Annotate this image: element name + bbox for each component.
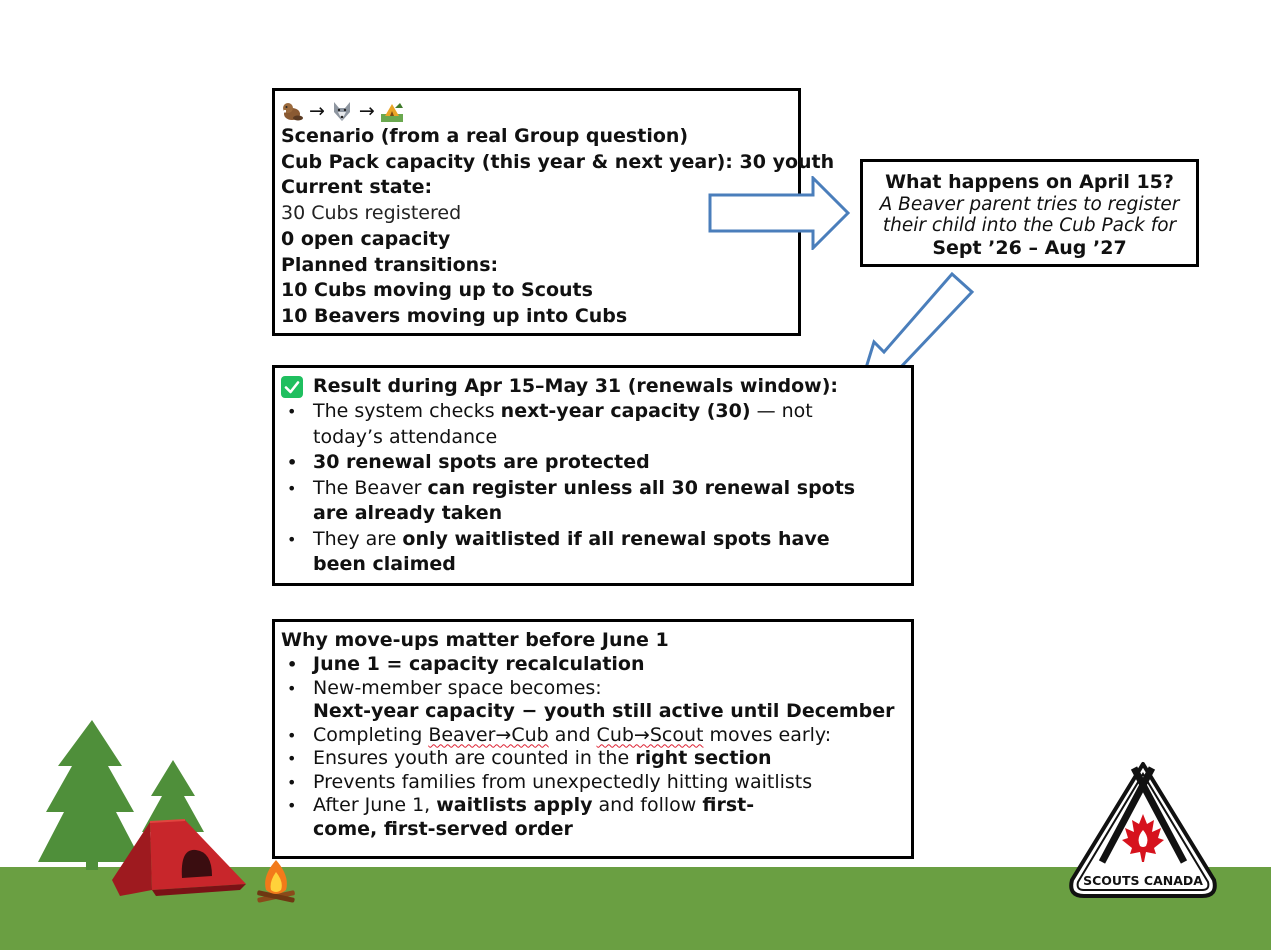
registered-text: 30 Cubs registered xyxy=(281,202,462,225)
result-box xyxy=(272,365,914,586)
camp-scenery xyxy=(0,700,320,910)
tent-icon xyxy=(112,820,246,896)
formula-text: Next-year capacity − youth still active until December xyxy=(313,700,895,722)
capacity-text: Cub Pack capacity (this year & next year): 30 youth xyxy=(281,150,835,173)
beaver-icon xyxy=(281,100,303,122)
text-span: They are xyxy=(313,527,403,550)
list-item xyxy=(281,794,813,841)
text-span: The Beaver xyxy=(313,476,428,499)
spellcheck-word: Beaver→Cub xyxy=(428,723,549,746)
camping-icon xyxy=(381,100,403,122)
list-item xyxy=(281,527,873,578)
question-box xyxy=(860,159,1199,267)
moveups-list-2 xyxy=(281,724,905,842)
bold-span: waitlists apply xyxy=(436,794,593,816)
list-item xyxy=(281,476,873,527)
moveups-heading: Why move-ups matter before June 1 xyxy=(281,629,669,651)
spellcheck-word: Cub→Scout xyxy=(596,723,704,746)
wolf-icon xyxy=(331,100,353,122)
result-heading: Result during Apr 15–May 31 (renewals window): xyxy=(313,375,838,397)
bold-span: right section xyxy=(635,747,772,769)
question-line: their child into the Cub Pack for xyxy=(882,215,1177,236)
list-item: • Prevents families from unexpectedly hitting waitlists xyxy=(281,771,905,795)
arrow-glyph: → xyxy=(358,100,375,122)
scouts-canada-logo xyxy=(1066,758,1220,906)
list-item xyxy=(281,747,905,771)
list-item: • 30 renewal spots are protected xyxy=(281,450,905,476)
text-span: — not today’s attendance xyxy=(313,400,813,448)
transitions-label: Planned transitions: xyxy=(281,253,499,276)
tall-tree-icon xyxy=(38,720,142,870)
bold-span: can register unless all 30 renewal spots are already taken xyxy=(313,476,856,524)
arrow-glyph: → xyxy=(309,100,325,122)
check-mark-icon xyxy=(281,376,303,398)
text-span: Ensures youth are counted in the xyxy=(313,747,636,769)
list-item xyxy=(281,724,905,748)
open-capacity-text: 0 open capacity xyxy=(281,227,451,250)
campfire-icon xyxy=(257,860,295,903)
right-arrow-icon xyxy=(708,176,852,250)
bold-span: only waitlisted if all renewal spots have been claimed xyxy=(313,527,830,575)
question-line: A Beaver parent tries to register xyxy=(879,194,1180,215)
bold-span: first-come, first-served order xyxy=(313,794,755,840)
text-span: and follow xyxy=(592,794,703,816)
question-dates: Sept ’26 – Aug ’27 xyxy=(932,237,1127,259)
text-span: After June 1, xyxy=(313,794,437,816)
list-item xyxy=(281,399,873,450)
logo-text: SCOUTS CANADA xyxy=(1083,873,1203,888)
text-span: and xyxy=(548,723,597,746)
list-item: • New-member space becomes: xyxy=(281,677,905,701)
bold-span: next-year capacity (30) xyxy=(500,400,751,422)
result-heading-row xyxy=(281,374,905,399)
transition-item: 10 Beavers moving up into Cubs xyxy=(281,304,628,327)
scenario-title: Scenario (from a real Group question) xyxy=(281,125,689,147)
text-span: The system checks xyxy=(313,400,501,422)
moveups-box xyxy=(272,619,914,859)
emoji-row xyxy=(281,98,792,124)
list-item: • June 1 = capacity recalculation xyxy=(281,653,905,677)
transition-item: 10 Cubs moving up to Scouts xyxy=(281,279,593,302)
question-heading: What happens on April 15? xyxy=(885,171,1174,193)
current-state-label: Current state: xyxy=(281,176,433,199)
text-span: Completing xyxy=(313,723,429,746)
text-span: moves early: xyxy=(703,723,832,746)
result-list xyxy=(281,399,905,578)
moveups-list xyxy=(281,653,905,700)
